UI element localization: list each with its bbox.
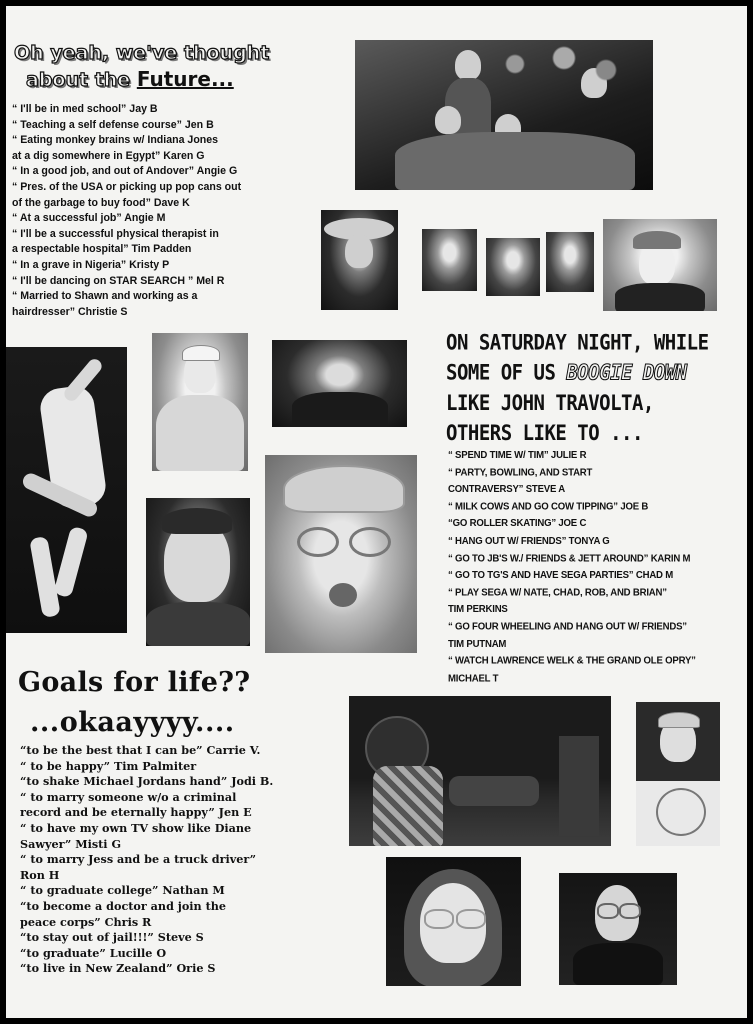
goals-quote: “to be the best that I can be” Carrie V. (20, 743, 261, 757)
future-quote: “ In a grave in Nigeria” Kristy P (12, 258, 170, 271)
future-heading-emph: Future... (136, 67, 234, 91)
future-quote: “ Pres. of the USA or picking up pop cans out (12, 180, 242, 193)
saturday-heading-line2 (446, 358, 709, 388)
goals-quote: “to stay out of jail!!!” Steve S (20, 930, 204, 945)
goals-subheading: ...okaayyyy.... (30, 707, 235, 738)
saturday-heading-line1: ON SATURDAY NIGHT, WHILE (446, 330, 709, 355)
saturday-quote: “ GO TO TG'S AND HAVE SEGA PARTIES” CHAD M (448, 569, 674, 582)
goals-quote: “ to be happy” Tim Palmiter (20, 758, 197, 773)
future-quote: hairdresser” Christie S (12, 305, 128, 318)
portrait-bugs-shirt (636, 702, 720, 846)
couch-photo (349, 696, 611, 846)
goals-quote: “to become a doctor and join the (20, 898, 226, 913)
saturday-heading-emph: BOOGIE DOWN (566, 360, 687, 386)
saturday-quote: “ MILK COWS AND GO COW TIPPING” JOE B (448, 500, 649, 513)
goals-quote: “to live in New Zealand” Orie S (20, 961, 216, 976)
goals-quote: record and be eternally happy” Jen E (20, 805, 252, 820)
future-heading-line2 (14, 66, 269, 93)
future-quote: “ In a good job, and out of Andover” Angie G (12, 165, 238, 178)
saturday-quote: “ SPEND TIME W/ TIM” JULIE R (448, 449, 587, 462)
goals-quote: “ to have my own TV show like Diane (20, 820, 252, 835)
goals-quote: “ to marry Jess and be a truck driver” (20, 852, 257, 867)
saturday-quote: “ GO FOUR WHEELING AND HANG OUT W/ FRIENDS” (448, 620, 687, 633)
portrait-glasses-girl (386, 857, 521, 986)
portrait-cap-boy (603, 219, 717, 311)
goals-quote: “to shake Michael Jordans hand” Jodi B. (20, 774, 274, 789)
portrait-glasses-boy (559, 873, 677, 985)
saturday-quote: “ GO TO JB'S W./ FRIENDS & JETT AROUND” KARIN M (448, 552, 691, 565)
saturday-quotes (448, 447, 696, 687)
goals-quotes (20, 743, 273, 977)
saturday-quote: “ PLAY SEGA W/ NATE, CHAD, ROB, AND BRIAN” (448, 586, 667, 599)
future-heading-prefix: about the (26, 69, 137, 91)
goals-quote: “ to marry someone w/o a criminal (20, 789, 237, 804)
goals-quote: Sawyer” Misti G (20, 836, 122, 851)
grainy-face-photo (265, 455, 417, 653)
saturday-quote: “ WATCH LAWRENCE WELK & THE GRAND OLE OPRY” (448, 655, 696, 668)
goals-quote: peace corps” Chris R (20, 914, 152, 929)
saturday-quote: TIM PERKINS (448, 603, 508, 616)
goals-heading: Goals for life?? (18, 667, 251, 698)
future-quote: a respectable hospital” Tim Padden (12, 243, 192, 256)
future-heading-line1: Oh yeah, we've thought (14, 42, 270, 64)
future-quote: “ I'll be dancing on STAR SEARCH ” Mel R (12, 274, 225, 287)
saturday-quote: “ HANG OUT W/ FRIENDS” TONYA G (448, 534, 610, 548)
saturday-quote: MICHAEL T (448, 672, 499, 685)
saturday-heading-line4: OTHERS LIKE TO ... (446, 420, 643, 446)
future-quote: of the garbage to buy food” Dave K (12, 196, 190, 209)
saturday-quote: CONTRAVERSY” STEVE A (448, 483, 566, 496)
saturday-quote: “GO ROLLER SKATING” JOE C (448, 517, 587, 530)
portrait-cap-mustache (152, 333, 248, 471)
portrait-suit-boy (272, 340, 407, 427)
portrait-large-boy (146, 498, 250, 646)
portrait-girl-1 (422, 229, 477, 291)
portrait-sombrero (321, 210, 398, 310)
saturday-quote: “ PARTY, BOWLING, AND START (448, 466, 593, 479)
goals-quote: “to graduate” Lucille O (20, 945, 167, 960)
saturday-heading-line3: LIKE JOHN TRAVOLTA, (446, 390, 654, 416)
future-quotes (12, 102, 241, 320)
future-quote: “ Married to Shawn and working as a (12, 290, 198, 303)
portrait-girl-2 (486, 238, 540, 296)
jumping-dancer-photo (6, 347, 127, 633)
saturday-quote: TIM PUTNAM (448, 637, 507, 650)
saturday-heading (446, 328, 709, 449)
future-quote: at a dig somewhere in Egypt” Karen G (12, 149, 205, 162)
future-quote: “ Teaching a self defense course” Jen B (12, 118, 214, 131)
yearbook-page (6, 6, 747, 1018)
group-photo (355, 40, 653, 190)
future-heading (14, 40, 269, 93)
future-quote: “ I'll be a successful physical therapist in (12, 227, 219, 240)
goals-quote: Ron H (20, 867, 60, 882)
goals-quote: “ to graduate college” Nathan M (20, 883, 225, 898)
future-quote: “ I'll be in med school” Jay B (12, 103, 158, 115)
future-quote: “ Eating monkey brains w/ Indiana Jones (12, 134, 219, 147)
portrait-boy-1 (546, 232, 594, 292)
saturday-heading-prefix: SOME OF US (446, 360, 567, 386)
future-quote: “ At a successful job” Angie M (12, 212, 166, 225)
